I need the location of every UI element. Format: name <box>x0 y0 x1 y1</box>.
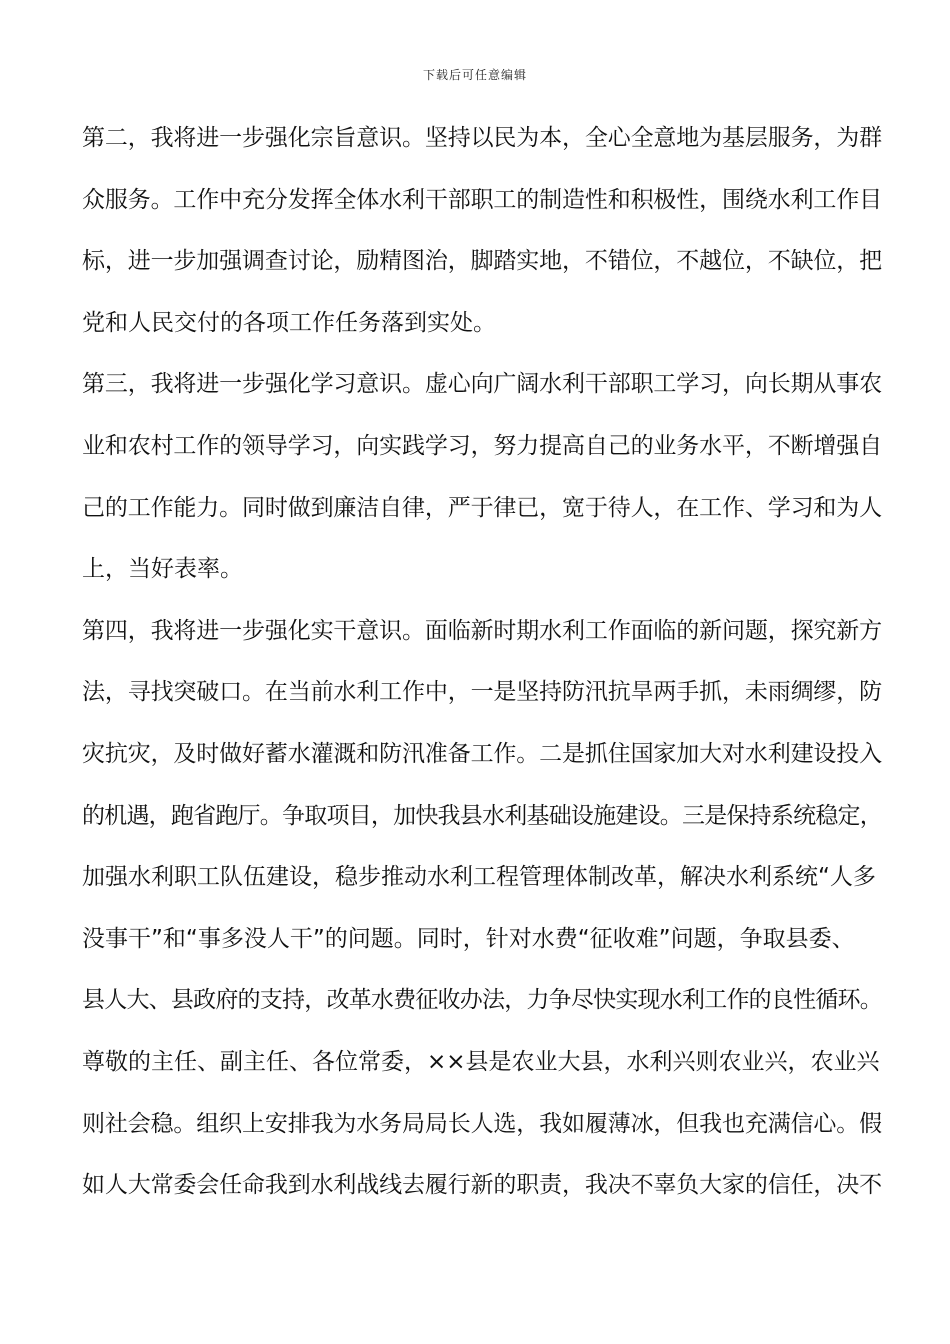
text-line: 尊敬的主任、副主任、各位常委，××县是农业大县，水利兴则农业兴，农业兴 <box>82 1048 880 1075</box>
text-line: 如人大常委会任命我到水利战线去履行新的职责，我决不辜负大家的信任，决不 <box>82 1172 883 1199</box>
text-line: 没事干”和“事多没人干”的问题。同时，针对水费“征收难”问题，争取县委、 <box>82 925 855 952</box>
text-line: 上，当好表率。 <box>82 556 243 583</box>
text-line: 的机遇，跑省跑厅。争取项目，加快我县水利基础设施建设。三是保持系统稳定， <box>82 802 883 829</box>
text-line: 县人大、县政府的支持，改革水费征收办法，力争尽快实现水利工作的良性循环。 <box>82 987 883 1014</box>
text-line: 标，进一步加强调查讨论，励精图治，脚踏实地，不错位，不越位，不缺位，把 <box>82 248 883 275</box>
text-line: 业和农村工作的领导学习，向实践学习，努力提高自己的业务水平，不断增强自 <box>82 432 883 459</box>
text-line: 众服务。工作中充分发挥全体水利干部职工的制造性和积极性，围绕水利工作目 <box>82 186 883 213</box>
text-line: 灾抗灾，及时做好蓄水灌溉和防汛准备工作。二是抓住国家加大对水利建设投入 <box>82 740 883 767</box>
text-line: 第三，我将进一步强化学习意识。虚心向广阔水利干部职工学习，向长期从事农 <box>82 371 883 398</box>
text-line: 第二，我将进一步强化宗旨意识。坚持以民为本，全心全意地为基层服务，为群 <box>82 125 883 151</box>
text-line: 加强水利职工队伍建设，稳步推动水利工程管理体制改革，解决水利系统“人多 <box>82 864 876 891</box>
text-line: 法，寻找突破口。在当前水利工作中，一是坚持防汛抗旱两手抓，未雨绸缪，防 <box>82 679 883 706</box>
header-note: 下载后可任意编辑 <box>422 68 527 82</box>
text-line: 己的工作能力。同时做到廉洁自律，严于律已，宽于待人，在工作、学习和为人 <box>82 494 883 521</box>
text-line: 则社会稳。组织上安排我为水务局局长人选，我如履薄冰，但我也充满信心。假 <box>82 1110 883 1137</box>
body-text <box>82 108 882 1217</box>
text-line: 党和人民交付的各项工作任务落到实处。 <box>82 309 496 336</box>
text-line: 第四，我将进一步强化实干意识。面临新时期水利工作面临的新问题，探究新方 <box>82 617 883 644</box>
